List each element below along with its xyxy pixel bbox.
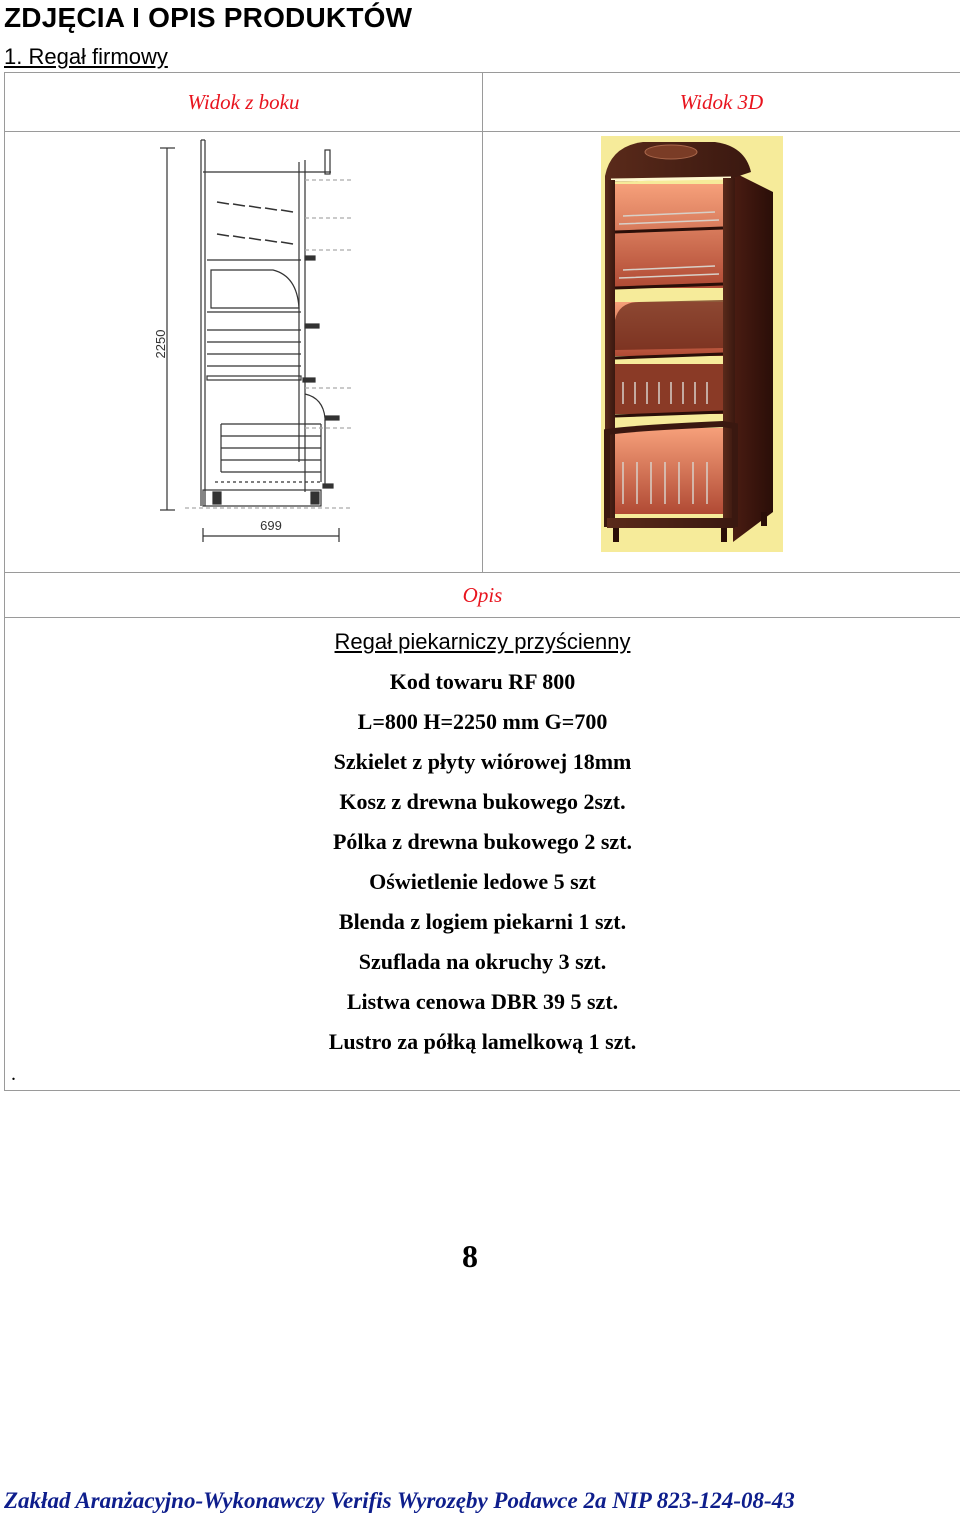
section-title: 1. Regał firmowy	[4, 44, 168, 69]
description-line: Lustro za półką lamelkową 1 szt.	[328, 1029, 637, 1054]
description-line: Kosz z drewna bukowego 2szt.	[339, 789, 626, 814]
description-line: Oświetlenie ledowe 5 szt	[369, 869, 596, 894]
side-view-drawing	[5, 132, 482, 572]
description-line: Listwa cenowa DBR 39 5 szt.	[346, 989, 619, 1014]
height-dimension-label: 2250	[153, 329, 168, 359]
product-table	[4, 72, 960, 1091]
page-title: ZDJĘCIA I OPIS PRODUKTÓW	[4, 2, 413, 33]
render-view-cell	[483, 132, 960, 573]
description-line: Szkielet z płyty wiórowej 18mm	[333, 749, 632, 774]
footer-company-info: Zakład Aranżacyjno-Wykonawczy Verifis Wyrozęby Podawce 2a NIP 823-124-08-43	[4, 1488, 795, 1513]
description-line: Regał piekarniczy przyścienny	[334, 629, 631, 654]
description-line: Pólka z drewna bukowego 2 szt.	[332, 829, 633, 854]
header-side-view: Widok z boku	[5, 73, 483, 132]
rack-3d-render	[483, 132, 960, 572]
page-number: 8	[462, 1238, 478, 1274]
description-line: L=800 H=2250 mm G=700	[357, 709, 608, 734]
side-view-cell	[5, 132, 483, 573]
description-cell	[5, 618, 960, 1091]
description-line: Blenda z logiem piekarni 1 szt.	[338, 909, 627, 934]
description-list	[5, 618, 960, 1062]
description-line: Kod towaru RF 800	[389, 669, 576, 694]
description-header: Opis	[5, 573, 960, 618]
stray-mark: .	[11, 1063, 16, 1085]
width-dimension-label: 699	[260, 518, 282, 533]
description-line: Szuflada na okruchy 3 szt.	[358, 949, 607, 974]
header-3d-view: Widok 3D	[483, 73, 960, 132]
